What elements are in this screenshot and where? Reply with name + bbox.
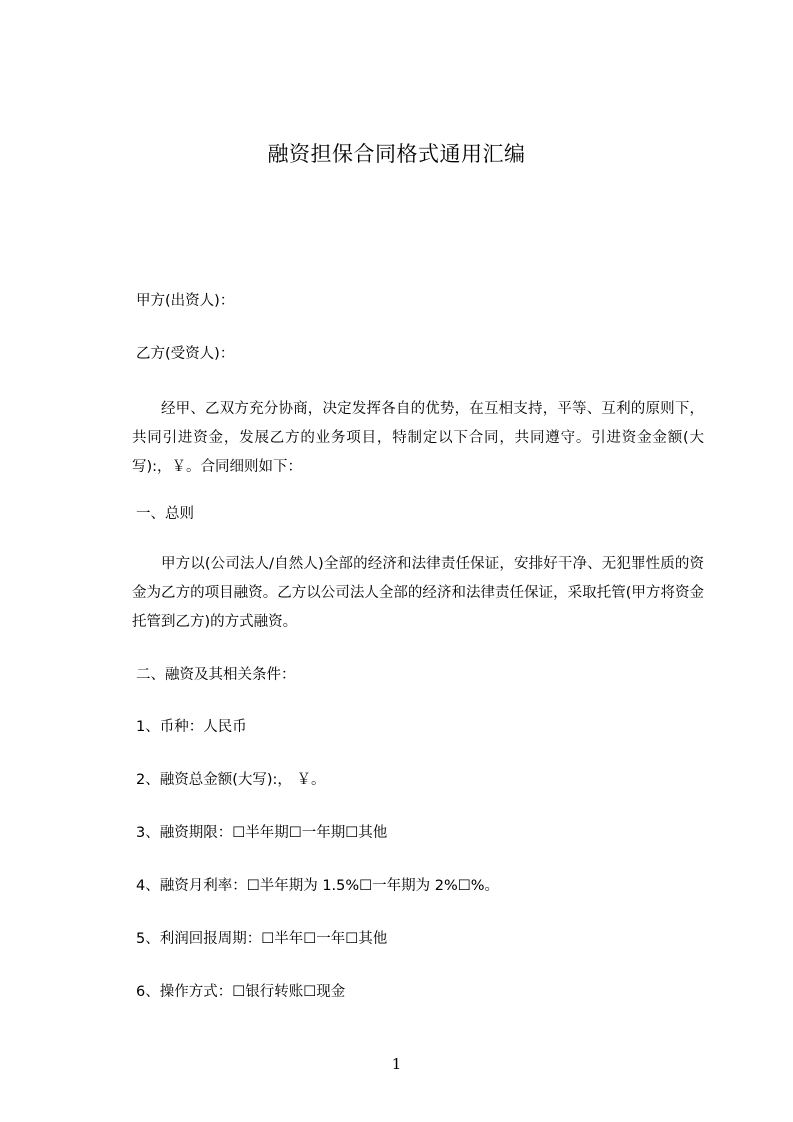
clause-item-text: 6、操作方式：☐银行转账☐现金 xyxy=(136,984,346,1000)
party-b-label: 乙方(受资人)： xyxy=(136,346,235,362)
section-1-heading xyxy=(132,500,704,529)
section-1-heading-text: 一、总则 xyxy=(136,506,194,522)
document-title: 融资担保合同格式通用汇编 xyxy=(267,142,526,166)
page-number: 1 xyxy=(391,1055,402,1073)
clause-item xyxy=(132,872,704,901)
clause-item-text: 2、融资总金额(大写):， ￥。 xyxy=(136,772,326,788)
section-2-heading xyxy=(132,661,704,690)
clause-item xyxy=(132,978,704,1007)
clause-item-text: 5、利润回报周期：☐半年☐一年☐其他 xyxy=(136,931,388,947)
party-b-line xyxy=(132,340,704,369)
intro-paragraph: 经甲、乙双方充分协商，决定发挥各自的优势，在互相支持，平等、互利的原则下，共同引进资金，发展乙方的业务项目，特制定以下合同，共同遵守。引进资金金额(大写):，￥。合同细则如下： xyxy=(132,401,704,475)
clause-item xyxy=(132,766,704,795)
clause-item xyxy=(132,925,704,954)
section-2-heading-text: 二、融资及其相关条件： xyxy=(136,667,296,683)
section-1-body: 甲方以(公司法人/自然人)全部的经济和法律责任保证，安排好干净、无犯罪性质的资金为乙方的项目融资。乙方以公司法人全部的经济和法律责任保证，采取托管(甲方将资金托管到乙方)的方式融资。 xyxy=(132,556,704,630)
party-a-label: 甲方(出资人)： xyxy=(136,293,235,309)
clause-item xyxy=(132,819,704,848)
party-a-line xyxy=(132,287,704,316)
clause-item-text: 1、币种：人民币 xyxy=(136,719,247,735)
clause-item-text: 4、融资月利率：☐半年期为 1.5%☐一年期为 2%☐%。 xyxy=(136,878,500,894)
clause-item-text: 3、融资期限：☐半年期☐一年期☐其他 xyxy=(136,825,388,841)
clause-item xyxy=(132,713,704,742)
